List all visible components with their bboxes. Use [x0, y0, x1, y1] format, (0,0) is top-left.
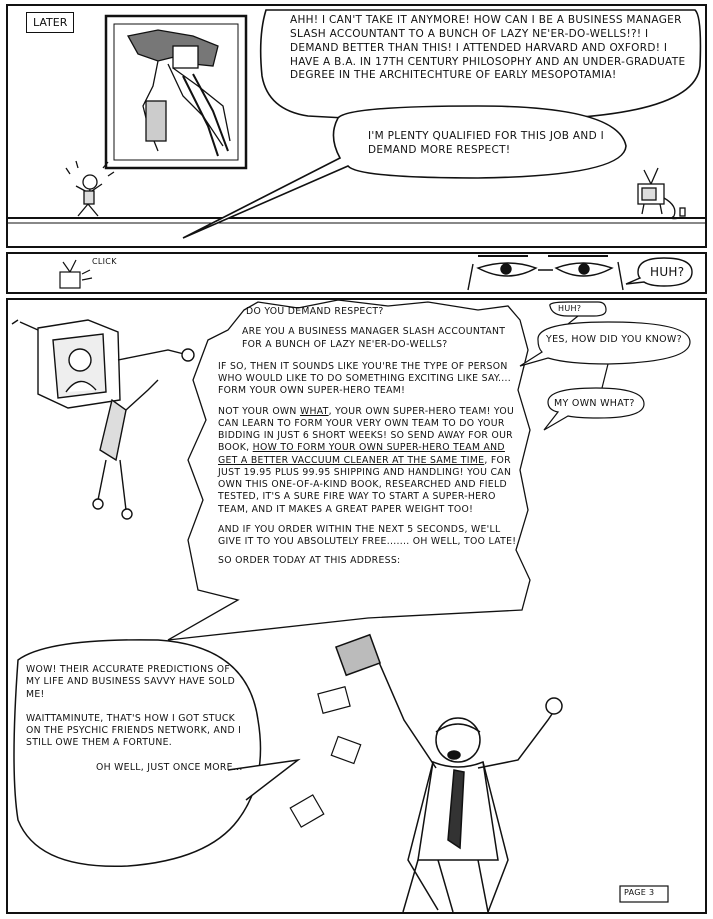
tv-with-announcer	[12, 320, 194, 519]
flying-papers	[290, 687, 360, 827]
book-title: HOW TO FORM YOUR OWN SUPER-HERO TEAM AND GET A BETTER VACCUUM CLEANER AT THE SAME TIME	[218, 442, 505, 466]
panel-2	[6, 252, 707, 294]
eyes-closeup	[468, 256, 623, 290]
reply-huh-text: HUH?	[558, 304, 582, 313]
speech-huh-text: HUH?	[650, 265, 685, 279]
excited-man-figure	[336, 635, 562, 912]
reply-2-text: MY OWN WHAT?	[554, 398, 635, 409]
final-line-1: WOW! THEIR ACCURATE PREDICTIONS OF MY LIFE AND BUSINESS SAVVY HAVE SOLD ME!	[26, 664, 236, 700]
tv-speech-text	[218, 306, 518, 567]
speech-main-text: AHH! I CAN'T TAKE IT ANYMORE! HOW CAN I BE A BUSINESS MANAGER SLASH ACCOUNTANT TO A BUNCH OF LAZY NE'ER-DO-WELLS!?! I DEMAND BETTER THAN THIS! I ATTENDED HARVARD AND OXFORD! I HAVE A B.A. IN 17TH CENTURY PHILOSOPHY AND AN UNDER-GRADUATE DEGREE IN THE ARCHITECHTURE OF EARLY MESOPOTAMIA!	[290, 14, 686, 82]
tv-line-4c: , YOUR OWN SUPER-HERO TEAM! YOU CAN LEARN TO FORM YOUR VERY OWN TEAM TO DO YOUR BIDDING IN JUST 6 SHORT WEEKS! SO SEND AWAY FOR OUR BOOK,	[218, 405, 515, 454]
tv-line-5: AND IF YOU ORDER WITHIN THE NEXT 5 SECONDS, WE'LL GIVE IT TO YOU ABSOLUTELY FREE....... OH WELL, TOO LATE!	[218, 523, 517, 548]
final-line-3: OH WELL, JUST ONCE MORE...	[96, 761, 243, 773]
tv-line-1: DO YOU DEMAND RESPECT?	[246, 306, 384, 317]
caption-later: LATER	[26, 12, 74, 33]
sfx-click: CLICK	[92, 257, 117, 266]
final-speech-text	[26, 664, 244, 774]
reply-1-text: YES, HOW DID YOU KNOW?	[546, 334, 682, 345]
tv-line-6: SO ORDER TODAY AT THIS ADDRESS:	[218, 554, 401, 566]
final-line-2: WAITTAMINUTE, THAT'S HOW I GOT STUCK ON THE PSYCHIC FRIENDS NETWORK, AND I STILL OWE THEM A FORTUNE.	[26, 712, 242, 749]
panel-3	[6, 298, 707, 914]
tv-line-2: ARE YOU A BUSINESS MANAGER SLASH ACCOUNTANT FOR A BUNCH OF LAZY NE'ER-DO-WELLS?	[242, 326, 506, 350]
tv-set	[638, 168, 685, 219]
tv-set-small	[60, 260, 92, 288]
tv-line-4e: , FOR JUST 19.95 PLUS 99.95 SHIPPING AND HANDLING! YOU CAN OWN THIS ONE-OF-A-KIND BOOK, RESEARCHED AND FIELD TESTED, IT'S A SURE FIRE WAY TO START A SUPER-HERO TEAM, AND IT MAKES A GREAT PAPER WEIGHT TOO!	[218, 454, 512, 515]
tv-line-4b: WHAT	[299, 405, 329, 417]
tv-line-4a: NOT YOUR OWN	[218, 405, 297, 417]
tv-line-3: IF SO, THEN IT SOUNDS LIKE YOU'RE THE TYPE OF PERSON WHO WOULD LIKE TO DO SOMETHING EXCITING LIKE SAY.... FORM YOUR OWN SUPER-HERO TEAM!	[218, 360, 512, 397]
tv-line-4	[218, 406, 518, 516]
panel-1	[6, 4, 707, 248]
speech-secondary-text: I'M PLENTY QUALIFIED FOR THIS JOB AND I DEMAND MORE RESPECT!	[368, 130, 604, 156]
page-label: PAGE 3	[624, 888, 655, 897]
